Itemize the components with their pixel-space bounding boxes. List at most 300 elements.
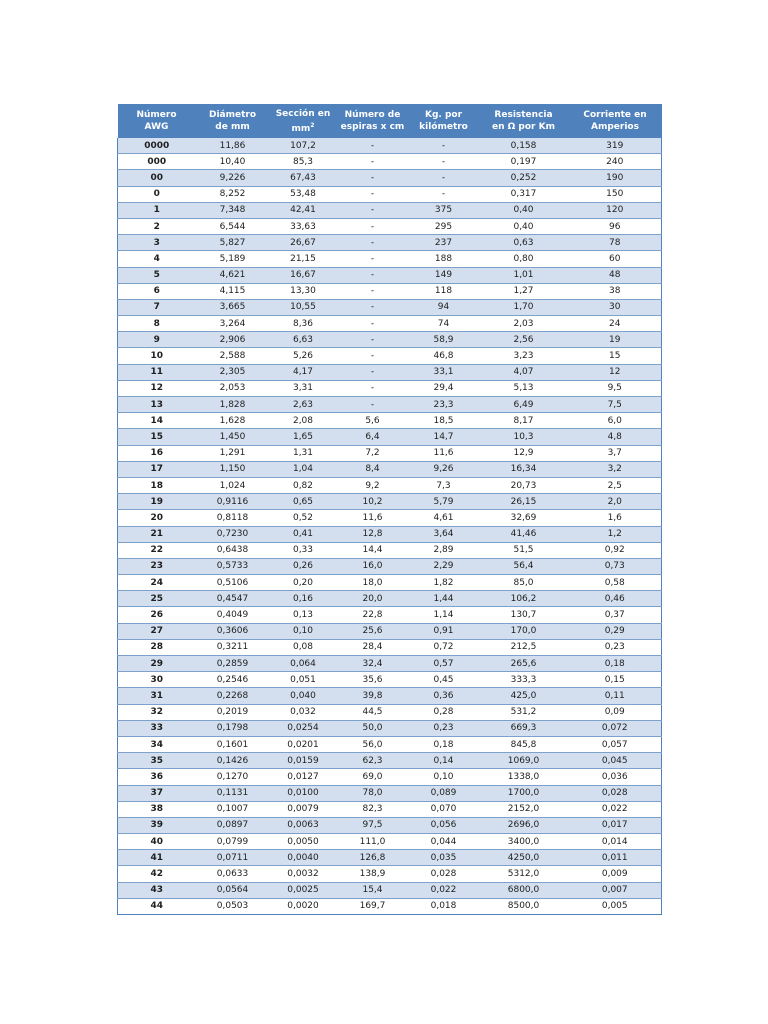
kg-per-km-cell: 375 [409, 202, 479, 218]
current-cell: 19 [569, 332, 662, 348]
section-cell: 13,30 [270, 283, 337, 299]
section-cell: 10,55 [270, 299, 337, 315]
section-cell: 0,0127 [270, 769, 337, 785]
awg-number-cell: 0000 [118, 138, 196, 154]
section-cell: 0,41 [270, 526, 337, 542]
turns-per-cm-cell: - [337, 154, 409, 170]
resistance-cell: 130,7 [479, 607, 569, 623]
turns-per-cm-cell: - [337, 186, 409, 202]
header-line-2: Amperios [591, 122, 639, 132]
diameter-cell: 3,264 [196, 316, 270, 332]
current-cell: 0,045 [569, 753, 662, 769]
diameter-cell: 11,86 [196, 138, 270, 154]
current-cell: 0,009 [569, 866, 662, 882]
awg-number-cell: 14 [118, 413, 196, 429]
kg-per-km-cell: 29,4 [409, 380, 479, 396]
diameter-cell: 0,8118 [196, 510, 270, 526]
diameter-cell: 1,828 [196, 397, 270, 413]
section-cell: 67,43 [270, 170, 337, 186]
turns-per-cm-cell: - [337, 251, 409, 267]
table-row [118, 267, 662, 283]
resistance-cell: 0,63 [479, 235, 569, 251]
kg-per-km-cell: 295 [409, 218, 479, 234]
awg-number-cell: 30 [118, 672, 196, 688]
awg-number-cell: 13 [118, 397, 196, 413]
kg-per-km-cell: 237 [409, 235, 479, 251]
diameter-cell: 0,4547 [196, 591, 270, 607]
section-cell: 2,63 [270, 397, 337, 413]
awg-number-cell: 24 [118, 575, 196, 591]
kg-per-km-cell: 23,3 [409, 397, 479, 413]
table-row [118, 785, 662, 801]
turns-per-cm-cell: 126,8 [337, 850, 409, 866]
diameter-cell: 10,40 [196, 154, 270, 170]
table-row [118, 850, 662, 866]
header-section [270, 104, 337, 138]
table-row [118, 429, 662, 445]
diameter-cell: 0,3211 [196, 639, 270, 655]
turns-per-cm-cell: 32,4 [337, 656, 409, 672]
awg-number-cell: 0 [118, 186, 196, 202]
diameter-cell: 0,0503 [196, 898, 270, 914]
section-cell: 0,0254 [270, 720, 337, 736]
section-cell: 0,0050 [270, 834, 337, 850]
awg-number-cell: 25 [118, 591, 196, 607]
turns-per-cm-cell: 111,0 [337, 834, 409, 850]
resistance-cell: 1338,0 [479, 769, 569, 785]
turns-per-cm-cell: 9,2 [337, 477, 409, 493]
turns-per-cm-cell: - [337, 138, 409, 154]
awg-number-cell: 36 [118, 769, 196, 785]
resistance-cell: 4250,0 [479, 850, 569, 866]
header-line-2: espiras x cm [340, 122, 405, 132]
kg-per-km-cell: 2,89 [409, 542, 479, 558]
turns-per-cm-cell: 15,4 [337, 882, 409, 898]
kg-per-km-cell: 0,18 [409, 736, 479, 752]
resistance-cell: 669,3 [479, 720, 569, 736]
diameter-cell: 1,628 [196, 413, 270, 429]
table-row [118, 494, 662, 510]
resistance-cell: 1700,0 [479, 785, 569, 801]
kg-per-km-cell: 0,028 [409, 866, 479, 882]
resistance-cell: 531,2 [479, 704, 569, 720]
turns-per-cm-cell: - [337, 380, 409, 396]
section-cell: 4,17 [270, 364, 337, 380]
table-row [118, 477, 662, 493]
current-cell: 12 [569, 364, 662, 380]
diameter-cell: 1,150 [196, 461, 270, 477]
turns-per-cm-cell: 5,6 [337, 413, 409, 429]
header-kg-per-km [409, 104, 479, 138]
kg-per-km-cell: 0,035 [409, 850, 479, 866]
awg-number-cell: 35 [118, 753, 196, 769]
section-cell: 85,3 [270, 154, 337, 170]
header-line-1: Número de [344, 110, 401, 120]
kg-per-km-cell: 0,10 [409, 769, 479, 785]
section-cell: 0,0201 [270, 736, 337, 752]
current-cell: 0,15 [569, 672, 662, 688]
diameter-cell: 4,621 [196, 267, 270, 283]
table-row [118, 316, 662, 332]
kg-per-km-cell: 58,9 [409, 332, 479, 348]
kg-per-km-cell: 188 [409, 251, 479, 267]
resistance-cell: 2,03 [479, 316, 569, 332]
kg-per-km-cell: 118 [409, 283, 479, 299]
current-cell: 60 [569, 251, 662, 267]
turns-per-cm-cell: 97,5 [337, 817, 409, 833]
turns-per-cm-cell: 18,0 [337, 575, 409, 591]
diameter-cell: 0,2268 [196, 688, 270, 704]
section-cell: 16,67 [270, 267, 337, 283]
table-row [118, 510, 662, 526]
table-row [118, 364, 662, 380]
section-cell: 33,63 [270, 218, 337, 234]
current-cell: 1,6 [569, 510, 662, 526]
awg-number-cell: 19 [118, 494, 196, 510]
header-line-1: Diámetro [208, 110, 257, 120]
current-cell: 6,0 [569, 413, 662, 429]
table-row [118, 251, 662, 267]
awg-number-cell: 41 [118, 850, 196, 866]
resistance-cell: 265,6 [479, 656, 569, 672]
section-cell: 1,31 [270, 445, 337, 461]
turns-per-cm-cell: 10,2 [337, 494, 409, 510]
diameter-cell: 0,1426 [196, 753, 270, 769]
table-row [118, 558, 662, 574]
current-cell: 0,46 [569, 591, 662, 607]
awg-number-cell: 43 [118, 882, 196, 898]
section-cell: 53,48 [270, 186, 337, 202]
section-cell: 42,41 [270, 202, 337, 218]
awg-number-cell: 34 [118, 736, 196, 752]
kg-per-km-cell: 9,26 [409, 461, 479, 477]
diameter-cell: 2,906 [196, 332, 270, 348]
current-cell: 0,005 [569, 898, 662, 914]
diameter-cell: 0,3606 [196, 623, 270, 639]
diameter-cell: 0,1007 [196, 801, 270, 817]
awg-number-cell: 20 [118, 510, 196, 526]
diameter-cell: 0,2859 [196, 656, 270, 672]
diameter-cell: 1,024 [196, 477, 270, 493]
header-line-1: Corriente en [583, 110, 647, 120]
awg-number-cell: 23 [118, 558, 196, 574]
header-row [118, 104, 662, 138]
awg-number-cell: 21 [118, 526, 196, 542]
table-row [118, 720, 662, 736]
kg-per-km-cell: 0,089 [409, 785, 479, 801]
turns-per-cm-cell: 22,8 [337, 607, 409, 623]
kg-per-km-cell: - [409, 138, 479, 154]
turns-per-cm-cell: - [337, 299, 409, 315]
section-cell: 0,040 [270, 688, 337, 704]
turns-per-cm-cell: 62,3 [337, 753, 409, 769]
section-cell: 0,0079 [270, 801, 337, 817]
resistance-cell: 0,197 [479, 154, 569, 170]
kg-per-km-cell: 33,1 [409, 364, 479, 380]
diameter-cell: 6,544 [196, 218, 270, 234]
awg-number-cell: 28 [118, 639, 196, 655]
resistance-cell: 1,01 [479, 267, 569, 283]
kg-per-km-cell: - [409, 154, 479, 170]
header-current [569, 104, 662, 138]
header-line-1: Sección en [275, 108, 331, 119]
current-cell: 0,011 [569, 850, 662, 866]
table-row [118, 801, 662, 817]
current-cell: 48 [569, 267, 662, 283]
table-row [118, 138, 662, 154]
current-cell: 3,7 [569, 445, 662, 461]
turns-per-cm-cell: 69,0 [337, 769, 409, 785]
current-cell: 319 [569, 138, 662, 154]
diameter-cell: 0,0564 [196, 882, 270, 898]
section-cell: 0,26 [270, 558, 337, 574]
header-line-1: Kg. por [424, 110, 463, 120]
resistance-cell: 0,317 [479, 186, 569, 202]
awg-number-cell: 29 [118, 656, 196, 672]
resistance-cell: 1069,0 [479, 753, 569, 769]
section-cell: 0,33 [270, 542, 337, 558]
section-cell: 0,0020 [270, 898, 337, 914]
header-resistance [479, 104, 569, 138]
kg-per-km-cell: 1,82 [409, 575, 479, 591]
current-cell: 3,2 [569, 461, 662, 477]
table-row [118, 348, 662, 364]
resistance-cell: 41,46 [479, 526, 569, 542]
diameter-cell: 0,0799 [196, 834, 270, 850]
table-row [118, 575, 662, 591]
diameter-cell: 0,0711 [196, 850, 270, 866]
section-cell: 0,0025 [270, 882, 337, 898]
table-row [118, 704, 662, 720]
table-row [118, 218, 662, 234]
section-cell: 3,31 [270, 380, 337, 396]
current-cell: 0,057 [569, 736, 662, 752]
table-row [118, 542, 662, 558]
resistance-cell: 0,80 [479, 251, 569, 267]
turns-per-cm-cell: - [337, 316, 409, 332]
section-cell: 0,20 [270, 575, 337, 591]
section-cell: 21,15 [270, 251, 337, 267]
table-row [118, 397, 662, 413]
resistance-cell: 0,40 [479, 218, 569, 234]
turns-per-cm-cell: - [337, 170, 409, 186]
resistance-cell: 212,5 [479, 639, 569, 655]
diameter-cell: 2,305 [196, 364, 270, 380]
header-line-2: kilómetro [419, 122, 468, 132]
turns-per-cm-cell: 82,3 [337, 801, 409, 817]
section-cell: 6,63 [270, 332, 337, 348]
awg-number-cell: 3 [118, 235, 196, 251]
awg-number-cell: 4 [118, 251, 196, 267]
header-diameter [196, 104, 270, 138]
resistance-cell: 8500,0 [479, 898, 569, 914]
resistance-cell: 0,40 [479, 202, 569, 218]
section-cell: 0,0032 [270, 866, 337, 882]
resistance-cell: 5312,0 [479, 866, 569, 882]
turns-per-cm-cell: 25,6 [337, 623, 409, 639]
section-cell: 0,0159 [270, 753, 337, 769]
table-row [118, 235, 662, 251]
diameter-cell: 0,6438 [196, 542, 270, 558]
section-cell: 0,52 [270, 510, 337, 526]
table-row [118, 186, 662, 202]
kg-per-km-cell: 149 [409, 267, 479, 283]
turns-per-cm-cell: 138,9 [337, 866, 409, 882]
turns-per-cm-cell: - [337, 235, 409, 251]
diameter-cell: 8,252 [196, 186, 270, 202]
section-cell: 0,051 [270, 672, 337, 688]
header-line-2: en Ω por Km [492, 122, 555, 132]
awg-number-cell: 37 [118, 785, 196, 801]
turns-per-cm-cell: 8,4 [337, 461, 409, 477]
resistance-cell: 0,158 [479, 138, 569, 154]
awg-number-cell: 39 [118, 817, 196, 833]
awg-number-cell: 1 [118, 202, 196, 218]
table-row [118, 623, 662, 639]
diameter-cell: 0,0633 [196, 866, 270, 882]
turns-per-cm-cell: - [337, 348, 409, 364]
table-row [118, 380, 662, 396]
table-row [118, 413, 662, 429]
diameter-cell: 0,5106 [196, 575, 270, 591]
header-awg-number [118, 104, 196, 138]
current-cell: 0,028 [569, 785, 662, 801]
diameter-cell: 0,1798 [196, 720, 270, 736]
turns-per-cm-cell: 14,4 [337, 542, 409, 558]
awg-number-cell: 5 [118, 267, 196, 283]
awg-number-cell: 44 [118, 898, 196, 914]
table-row [118, 688, 662, 704]
diameter-cell: 5,827 [196, 235, 270, 251]
resistance-cell: 56,4 [479, 558, 569, 574]
section-cell: 0,82 [270, 477, 337, 493]
kg-per-km-cell: 0,14 [409, 753, 479, 769]
resistance-cell: 20,73 [479, 477, 569, 493]
kg-per-km-cell: - [409, 186, 479, 202]
turns-per-cm-cell: 35,6 [337, 672, 409, 688]
table-row [118, 445, 662, 461]
awg-number-cell: 15 [118, 429, 196, 445]
awg-number-cell: 00 [118, 170, 196, 186]
current-cell: 0,017 [569, 817, 662, 833]
diameter-cell: 0,7230 [196, 526, 270, 542]
current-cell: 0,007 [569, 882, 662, 898]
kg-per-km-cell: 18,5 [409, 413, 479, 429]
current-cell: 4,8 [569, 429, 662, 445]
turns-per-cm-cell: - [337, 364, 409, 380]
awg-number-cell: 33 [118, 720, 196, 736]
current-cell: 120 [569, 202, 662, 218]
header-turns-per-cm [337, 104, 409, 138]
table-row [118, 753, 662, 769]
current-cell: 15 [569, 348, 662, 364]
header-line-1: Número [136, 110, 177, 120]
section-cell: 1,04 [270, 461, 337, 477]
turns-per-cm-cell: 6,4 [337, 429, 409, 445]
resistance-cell: 12,9 [479, 445, 569, 461]
awg-number-cell: 17 [118, 461, 196, 477]
current-cell: 190 [569, 170, 662, 186]
resistance-cell: 845,8 [479, 736, 569, 752]
table-row [118, 607, 662, 623]
resistance-cell: 4,07 [479, 364, 569, 380]
kg-per-km-cell: 0,056 [409, 817, 479, 833]
current-cell: 9,5 [569, 380, 662, 396]
awg-number-cell: 27 [118, 623, 196, 639]
section-cell: 0,16 [270, 591, 337, 607]
diameter-cell: 2,588 [196, 348, 270, 364]
turns-per-cm-cell: 20,0 [337, 591, 409, 607]
kg-per-km-cell: 0,36 [409, 688, 479, 704]
diameter-cell: 0,1270 [196, 769, 270, 785]
turns-per-cm-cell: 12,8 [337, 526, 409, 542]
kg-per-km-cell: 0,23 [409, 720, 479, 736]
diameter-cell: 9,226 [196, 170, 270, 186]
awg-number-cell: 11 [118, 364, 196, 380]
table-row [118, 332, 662, 348]
header-line-2: AWG [144, 122, 169, 132]
section-cell: 107,2 [270, 138, 337, 154]
current-cell: 96 [569, 218, 662, 234]
section-cell: 0,0063 [270, 817, 337, 833]
kg-per-km-cell: 11,6 [409, 445, 479, 461]
resistance-cell: 2696,0 [479, 817, 569, 833]
awg-number-cell: 26 [118, 607, 196, 623]
section-cell: 0,0040 [270, 850, 337, 866]
resistance-cell: 3,23 [479, 348, 569, 364]
section-cell: 0,08 [270, 639, 337, 655]
current-cell: 0,23 [569, 639, 662, 655]
kg-per-km-cell: 0,28 [409, 704, 479, 720]
table-row [118, 283, 662, 299]
resistance-cell: 3400,0 [479, 834, 569, 850]
resistance-cell: 333,3 [479, 672, 569, 688]
table-row [118, 154, 662, 170]
header-unit-exponent: 2 [310, 121, 315, 129]
section-cell: 5,26 [270, 348, 337, 364]
current-cell: 7,5 [569, 397, 662, 413]
resistance-cell: 6800,0 [479, 882, 569, 898]
header-line-2 [272, 120, 335, 135]
awg-number-cell: 16 [118, 445, 196, 461]
diameter-cell: 0,0897 [196, 817, 270, 833]
table-row [118, 866, 662, 882]
table-body [118, 138, 662, 915]
header-line-1: Resistencia [494, 110, 553, 120]
current-cell: 30 [569, 299, 662, 315]
turns-per-cm-cell: 169,7 [337, 898, 409, 914]
table-row [118, 461, 662, 477]
section-cell: 8,36 [270, 316, 337, 332]
section-cell: 0,65 [270, 494, 337, 510]
kg-per-km-cell: 46,8 [409, 348, 479, 364]
resistance-cell: 2152,0 [479, 801, 569, 817]
resistance-cell: 26,15 [479, 494, 569, 510]
diameter-cell: 2,053 [196, 380, 270, 396]
table-row [118, 834, 662, 850]
current-cell: 38 [569, 283, 662, 299]
current-cell: 150 [569, 186, 662, 202]
awg-number-cell: 32 [118, 704, 196, 720]
turns-per-cm-cell: 78,0 [337, 785, 409, 801]
diameter-cell: 0,4049 [196, 607, 270, 623]
awg-number-cell: 8 [118, 316, 196, 332]
kg-per-km-cell: 0,45 [409, 672, 479, 688]
kg-per-km-cell: 4,61 [409, 510, 479, 526]
current-cell: 0,11 [569, 688, 662, 704]
turns-per-cm-cell: - [337, 332, 409, 348]
diameter-cell: 0,5733 [196, 558, 270, 574]
